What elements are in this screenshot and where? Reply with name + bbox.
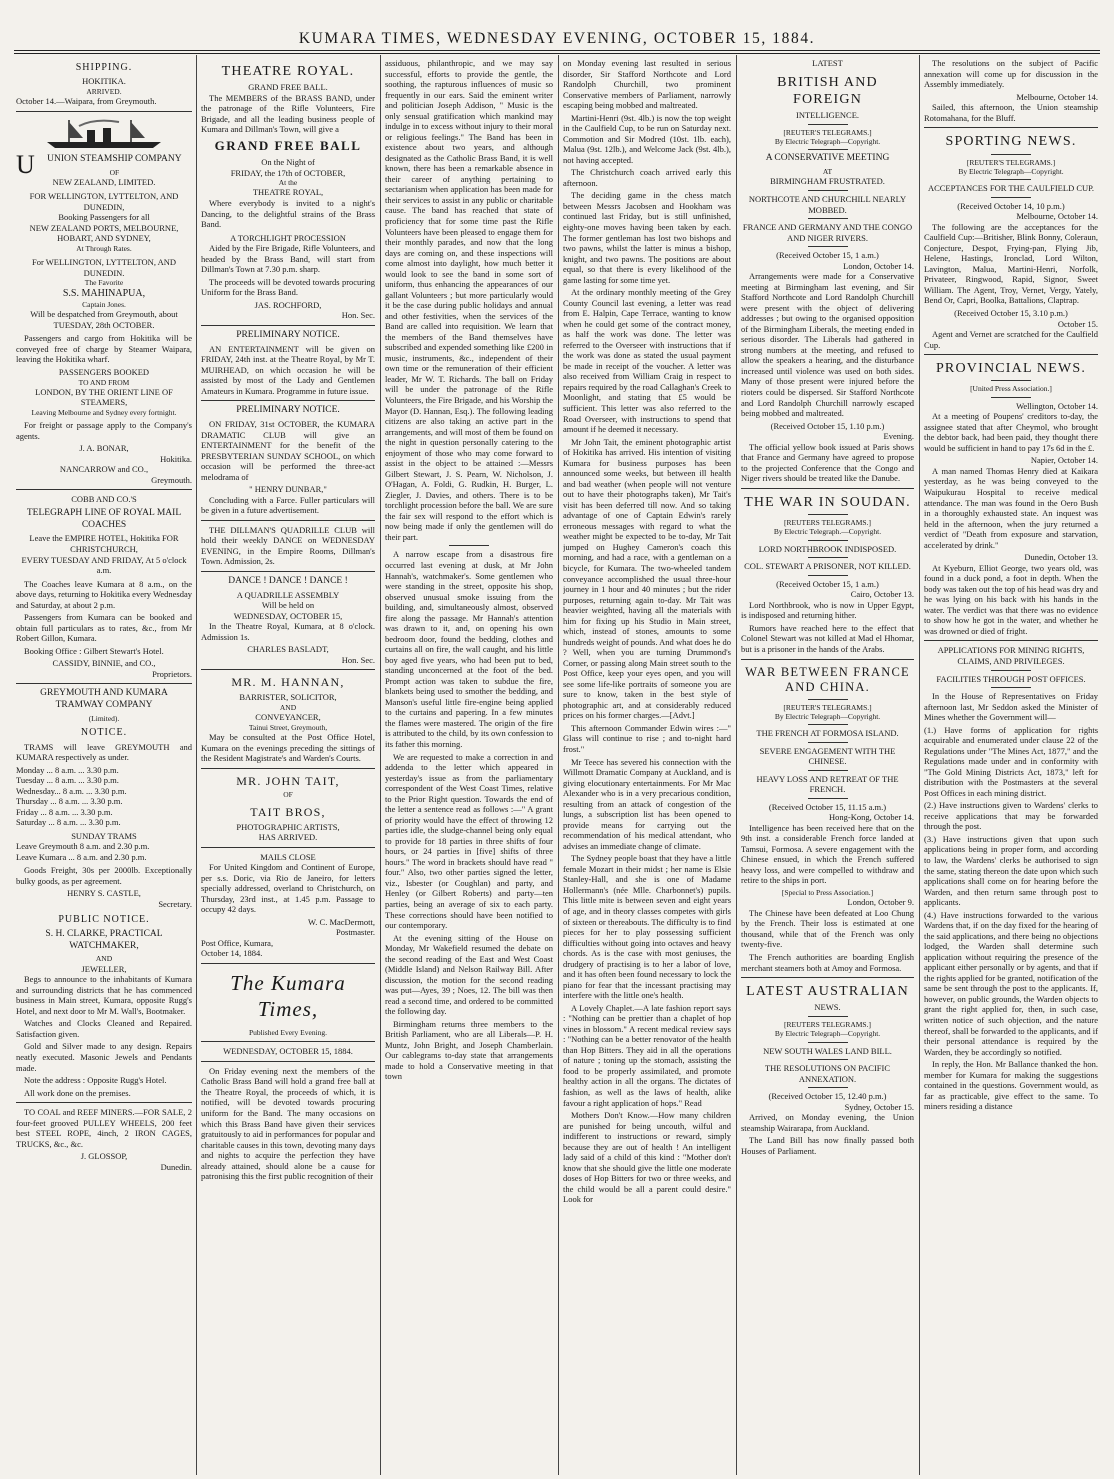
divider: [808, 1016, 848, 1017]
dateline: Dunedin, October 13.: [1024, 552, 1098, 563]
cargo-text: Passengers and cargo from Hokitika will be conveyed free of charge by Steamer Waipara, leaving the Hokitika wharf.: [16, 333, 192, 365]
divider: [201, 400, 375, 401]
dateline: Evening.: [883, 431, 914, 442]
news-paragraph: At the ordinary monthly meeting of the Grey County Council last evening, a letter was read from E. Halpin, Cape Terrace, wanting to know when he could get some of the contract money, as half the work was done. The letter was referred to the Overseer with instructions that if the work was done as stated the usual payment be made in receipt of the voucher. A letter was also received from William Craig in respect to repairs required by the road Callaghan's Creek to Moonlight, and stating that £5 would be sufficient. This letter was also referred to the Road Overseer, with instructions to spend that amount if he deemed it necessary.: [563, 287, 731, 435]
masthead-rule: [14, 50, 1100, 51]
copyright-label: By Electric Telegraph—Copyright.: [774, 711, 881, 721]
divider: [808, 124, 848, 125]
gold-text: Gold and Silver made to any design. Repairs neatly executed. Masonic Jewels and Pendants made.: [16, 1041, 192, 1073]
australian-heading: LATEST AUSTRALIAN: [746, 984, 909, 1000]
cable-text: Intelligence has been received here that on the 9th inst. a considerable French force landed at Tamsui, Formosa. A severe engagement with the Chinese ensued, in which the French suffered heavy loss, and were compelled to withdraw and retire to the ships in port.: [741, 822, 914, 886]
cable-text: The Land Bill has now finally passed both Houses of Parliament.: [741, 1135, 914, 1156]
jeweller-heading: JEWELLER,: [81, 963, 127, 974]
cobb-heading: COBB AND CO.'S: [71, 494, 137, 505]
received-line: (Received October 15, 3.10 p.m.): [954, 307, 1068, 318]
consulted-text: May be consulted at the Post Office Hotel, Kumara on the evenings preceding the sittings of the Resident Magistrate's and Warden's Courts.: [201, 731, 375, 764]
to-from: TO AND FROM: [78, 377, 130, 387]
divider: [16, 489, 192, 490]
divider: [991, 670, 1031, 671]
cable-text: Rumors have reached here to the effect that Colonel Stewart was not killed at Mad el Hhomar, but is a prisoner in the hands of the Arabs.: [741, 622, 914, 654]
list-item: (2.) Have instructions given to Wardens' clerks to receive applications that may be forwarded through the post.: [924, 800, 1098, 832]
tramway-heading: GREYMOUTH AND KUMARA TRAMWAY COMPANY: [40, 688, 168, 711]
timetable-row: Monday ... 8 a.m. ... 3.30 p.m.: [16, 764, 119, 775]
news-paragraph: Mothers Don't Know.—How many children are punished for being uncouth, wilful and indifferent to instructions or reward, simply because they are out of health ! An intelligent lady said of a child of this kind : "Mother don't know that she should give the little one moderate doses of Hop Bitters for two or three weeks, and the child would be all a parent could desire." Look for: [563, 1110, 731, 1205]
watches-text: Watches and Clocks Cleaned and Repaired. Satisfaction given.: [16, 1018, 192, 1039]
shipping-heading: SHIPPING.: [75, 62, 133, 73]
divider: [808, 575, 848, 576]
house-report: At the evening sitting of the House on Monday, Mr Wakefield resumed the debate on the second reading of the East and West Coast (Middle Island) and Nelson Railway Bill. After discussion, the motion for the second reading was put—Ayes, 39 ; Noes, 12. The bill was then read a second time, and ordered to be committed the following day.: [385, 932, 553, 1017]
trams-text: TRAMS will leave GREYMOUTH and KUMARA respectively as under.: [16, 741, 192, 763]
masthead-rule-2: [14, 53, 1100, 54]
passengers-booked: PASSENGERS BOOKED: [58, 367, 150, 377]
proprietor-label: Proprietors.: [152, 668, 192, 679]
divider: [808, 1059, 848, 1060]
dateline: London, October 9.: [847, 897, 914, 908]
divider: [808, 540, 848, 541]
timetable-row: Wednesday... 8 a.m. ... 3.30 p.m.: [16, 785, 127, 796]
tramway-limited: (Limited).: [88, 713, 120, 723]
news-paragraph: Mr Teece has severed his connection with the Willmott Dramatic Company at Auckland, and is giving elocutionary entertainments. For Mr Mac Alexander who is in a very precarious condition, resulting from an attack of congestion of the lungs, a subscription list has been opened to provide means for carrying out the recommendation of his medical attendant, who advises an immediate change of climate.: [563, 756, 731, 851]
cable-text: Sailed, this afternoon, the Union steamship Rotomahana, for the Bluff.: [924, 102, 1098, 123]
editorial-continued: assiduous, philanthropic, and we may say successful, efforts to provide the gentle, the soothing, the rapturous influences of music so frequently in our ears. Said the eminent writer and politician Joseph Addison, " Music is the only sensual gratification which mankind may indulge in to excess without injury to their moral or religious feelings." The Band has been in existence about two years, and although designated as the Catholic Brass Band, it is well known, there has been a remarkable absence in their career of anything pertaining to sectarianism when application has been made for their services to assist in any public or charitable cause. The band has reached that state of proficiency that for some time past the Rifle Volunteers have been pleased to engage them for their monthly parades, and now that the long days are coming on, and these inspections will come almost into daylight, how much better it would look to see the band in some sort of uniform, thus enhancing the appearances of our gallant Volunteers ; but more particularly would it be the case during public holidays and annual and other festivities, when the services of the Band are called into requisition. We learn that the members of the Band themselves have subscribed and expended something like £200 in music, instruments, &c., independent of their own time or the remuneration of their efficient leader, Mr W. T. Richards. The ball on Friday will be under the patronage of the Rifle Volunteers, the Fire Brigade, and his Worship the Mayor (D. Hannan, Esq.). The following leading citizens are also taking an active part in the arrangements, and will most of them be found on the night in question personally catering to the enjoyment of those who may come forward to assist in the object to be attained :—Messrs Gilbert Stewart, J. S. Pearn, W. Nicholson, J. O'Hagan, A. Foldi, G. Rudkin, H. Burger, L. Ziegler, J. Davies, and others. There is to be torchlight procession before the ball. We are sure the fair sex will respond to the effort which is now being made if only the gentlemen will do their part.: [385, 58, 553, 542]
column-2: [201, 58, 375, 1473]
dance-heading: DANCE ! DANCE ! DANCE !: [228, 575, 348, 586]
divider: [808, 557, 848, 558]
divider: [924, 354, 1098, 355]
theatre-heading: THEATRE ROYAL.: [221, 64, 355, 79]
preliminary-heading: PRELIMINARY NOTICE.: [236, 329, 340, 340]
post-office-label: Post Office, Kumara,: [201, 937, 274, 948]
british-foreign-heading: BRITISH AND FOREIGN: [777, 74, 878, 107]
headline: LORD NORTHBROOK INDISPOSED.: [758, 543, 897, 554]
headline: ACCEPTANCES FOR THE CAULFIELD CUP.: [927, 183, 1095, 194]
news-paragraph: This afternoon Commander Edwin wires :—" Glass will continue to rise ; and to-night hard frost.": [563, 722, 731, 754]
divider: [741, 659, 914, 660]
sporting-heading: SPORTING NEWS.: [945, 134, 1077, 150]
news-paragraph: The deciding game in the chess match between Messrs Jacobsen and Hookham was continued last Friday, but is still unfinished, eighty-one moves having been taken by each. The former gentleman has lost two bishops and two pawns, whilst the latter is minus a bishop, knight, and two pawns. The positions are about equal, so that there is every likelihood of the game lasting for some time yet.: [563, 190, 731, 285]
agent-name-2: NANCARROW and CO.,: [59, 464, 149, 475]
dateline: Napier, October 14.: [1030, 455, 1098, 466]
divider: [808, 724, 848, 725]
headline: FRANCE AND GERMANY AND THE CONGO AND NIGER RIVERS.: [742, 222, 913, 243]
headline: THE RESOLUTIONS ON PACIFIC ANNEXATION.: [764, 1063, 891, 1084]
divider: [16, 1102, 192, 1103]
dateline: London, October 14.: [843, 260, 914, 271]
postmaster-name: W. C. MacDermott,: [308, 916, 375, 927]
divider: [924, 640, 1098, 641]
union-of: OF: [109, 167, 120, 177]
headline: COL. STEWART A PRISONER, NOT KILLED.: [744, 561, 911, 572]
divider: [991, 154, 1031, 155]
play-title: " HENRY DUNBAR,": [249, 484, 327, 495]
captain-name: Captain Jones.: [82, 300, 126, 310]
mails-text: For United Kingdom and Continent of Europe, per s.s. Doric, via Rio de Janeiro, for letters specially addressed, overland to Christchurch, on Thursday, 23rd inst., at 1.45 p.m. Passage to occupy 42 days.: [201, 862, 375, 915]
dramatic-text: ON FRIDAY, 31st OCTOBER, the KUMARA DRAMATIC CLUB will give an ENTERTAINMENT for the benefit of the PRESBYTERIAN SUNDAY SCHOOL, on which occasion will be performed the three-act melodrama of: [201, 419, 375, 482]
favorite-label: The Favorite: [84, 278, 124, 288]
divider: [449, 545, 489, 546]
secretary-label-2: Hon. Sec.: [341, 654, 375, 665]
arrival-entry: October 14.—Waipara, from Greymouth.: [16, 96, 157, 107]
reuters-label: [REUTER'S TELEGRAMS.]: [783, 702, 872, 712]
divider: [808, 218, 848, 219]
miners-sale-text: TO COAL and REEF MINERS.—FOR SALE, 2 four-feet grooved PULLEY WHEELS, 200 feet best STEEL ROPE, 4inch, 2 IRON CAGES, TRUCKS, &c., &c.: [16, 1107, 192, 1149]
assembly-text: In the Theatre Royal, Kumara, at 8 o'clock. Admission 1s.: [201, 621, 375, 642]
list-item: (4.) Have instructions forwarded to the various Wardens that, if on the day fixed for the hearing of the said applications, and there being no objections lodged, the Warden shall determine such application without requiring the presence of the applicant either personally or by agents, and that if the rights applied for be granted, notification of the same be sent through the post to the applicants. If, however, on public grounds, the Warden objects to grant the right applied for, then, in such case, written notice of such objection, and the nature thereof, shall be forwarded to the applicants, and if their personal attendance is required by the Warden, they be accordingly so notified.: [924, 909, 1098, 1057]
street-label: Tainui Street, Greymouth,: [248, 722, 328, 732]
headline: BIRMINGHAM FRUSTRATED.: [770, 176, 885, 187]
port-heading: HOKITIKA.: [82, 76, 126, 87]
sunday-row: Leave Kumara ... 8 a.m. and 2.30 p.m.: [16, 851, 147, 862]
headline: HEAVY LOSS AND RETREAT OF THE FRENCH.: [756, 773, 899, 795]
assembly-heading: A QUADRILLE ASSEMBLY: [236, 589, 340, 600]
copyright-label: By Electric Telegraph.—Copyright.: [773, 527, 882, 537]
ship-name: S.S. MAHINAPUA,: [62, 287, 146, 299]
watchmaker-text: Begs to announce to the inhabitants of Kumara and surrounding districts that he has commenced business in Main street, Kumara, opposite Rugg's Hotel, and next door to Mr M. Wall's, Bootmaker.: [16, 974, 192, 1016]
dateline: Melbourne, October 14.: [1016, 211, 1098, 222]
divider: [808, 246, 848, 247]
scratched-text: Agent and Vernet are scratched for the Caulfield Cup.: [924, 329, 1098, 350]
hannan-heading: MR. M. HANNAN,: [231, 675, 345, 690]
column-5: [741, 58, 914, 1473]
fire-report: A narrow escape from a disastrous fire occurred last evening at dusk, at Mr John Hannah's, watchmaker's. Some gentlemen who were standing in the street, opposite his shop, observed unusual smoke issuing from the building, and, simultaneously almost, observed fire along the passage. Mr Hannah's attention was drawn to it, and, on opening his own bedroom door, found the bedding, clothes and curtains all on fire, the wall caught, and his little boy aged five years, who had been put to bed, standing unconcerned at the foot of the bed. Prompt action was taken to subdue the fire, blankets being used to smother the bedding, and Manson's useful little fire-engine being applied to the curtains and papering. In a few minutes the flames were mastered. The origin of the fire is attributed to the child, by its own confession to its father this morning.: [385, 549, 553, 749]
proceeds-text: The proceeds will be devoted towards procuring Uniform for the Brass Band.: [201, 276, 375, 298]
united-press-label: [United Press Association.]: [970, 384, 1052, 394]
timetable-row: Saturday ... 8 a.m. ... 3.30 p.m.: [16, 817, 121, 828]
acceptances-text: The following are the acceptances for the Caulfield Cup:—Britisher, Blink Bonny, Coleraun, Conjecture, Despot, Frying-pan, Flying Jib, Helene, Hastings, Ironclad, Lord Wilton, Lavington, Malua, Martini-Henri, Norfolk, Privateer, Ringwood, Rapid, Signor, Sweet William. The Agent, Troy, Vernet, Vergy, Yately, Bend Or, Capri, Boolka, Battalions, Claptrap.: [924, 221, 1098, 306]
booking-kumara-text: Passengers from Kumara can be booked and obtain full particulars as to rates, &c., from Mr Robert Gillon, Kumara.: [16, 612, 192, 644]
intelligence-label: INTELLIGENCE.: [795, 110, 860, 121]
reuters-label: [REUTER'S TELEGRAMS.]: [966, 157, 1056, 167]
news-label: NEWS.: [814, 1002, 841, 1013]
issue-date: WEDNESDAY, OCTOBER 15, 1884.: [223, 1046, 353, 1057]
procession-text: Aided by the Fire Brigade, Rifle Volunteers, and headed by the Brass Band, will start from Dillman's Town at 7.30 p.m. sharp.: [201, 243, 375, 275]
divider: [201, 1061, 375, 1062]
divider: [991, 687, 1031, 688]
divider: [16, 111, 192, 112]
column-divider: [380, 55, 381, 1475]
quadrille-text: THE DILLMAN'S QUADRILLE CLUB will hold their weekly DANCE on WEDNESDAY EVENING, in the Empire Rooms, Dillman's Town. Admission, 2s.: [201, 524, 375, 567]
and-label: AND: [95, 954, 113, 964]
list-item: (3.) Have instructions given that upon such applications being in proper form, and according to law, the Wardens' clerks be authorised to sign the same, stating thereon the date upon which such applications shall come on for hearing before the Warden, and then return same through post to applicants.: [924, 833, 1098, 908]
through-rates: At Through Rates.: [76, 244, 132, 253]
of-label: OF: [283, 790, 293, 800]
divider: [201, 669, 375, 670]
divider: [808, 770, 848, 771]
received-line: (Received October 15, 12.40 p.m.): [768, 1091, 887, 1102]
secretary-name: HENRY S. CASTLE,: [67, 888, 141, 899]
at-label: AT: [822, 167, 833, 177]
despatch-text: Will be despatched from Greymouth, about: [30, 309, 178, 320]
received-line: (Received October 14, 10 p.m.): [957, 200, 1065, 211]
divider: [201, 1041, 375, 1042]
news-paragraph: A man named Thomas Henry died at Kaikara yesterday, as he was being conveyed to the Waipukurau Hospital to receive medical attendance. The man was found in the Oero Bush in a thoroughly exhausted state. An inquest was held in the afternoon, when the jury returned a verdict of "Death from exposure and starvation, accelerated by drink.": [924, 465, 1098, 550]
conveyancer-label: CONVEYANCER,: [255, 712, 321, 723]
secretary-name-2: CHARLES BASLADT,: [247, 644, 329, 655]
headline: APPLICATIONS FOR MINING RIGHTS, CLAIMS, AND PRIVILEGES.: [937, 645, 1085, 666]
birmingham-text: Birmingham returns three members to the British Parliament, who are all Liberals—P. H. Muntz, John Bright, and Joseph Chamberlain. Our cablegrams to-day state that arrangements made to hold a Conservative meeting in that town: [385, 1018, 553, 1082]
news-paragraph: The Christchurch coach arrived early this afternoon.: [563, 167, 731, 188]
steamship-icon: [39, 116, 169, 150]
reuters-label: [REUTERS TELEGRAMS.]: [784, 1019, 871, 1029]
column-divider: [736, 55, 737, 1475]
divider: [808, 149, 848, 150]
sunday-row: Leave Greymouth 8 a.m. and 2.30 p.m.: [16, 841, 150, 852]
divider: [991, 380, 1031, 381]
divider: [201, 520, 375, 521]
divider: [808, 742, 848, 743]
divider: [201, 571, 375, 572]
union-nz: NEW ZEALAND, LIMITED.: [52, 176, 156, 187]
news-paragraph: Mr John Tait, the eminent photographic artist of Hokitika has arrived. His intention of visiting Kumara for business purposes has been announced some weeks, but between ill health and bad weather (when people will not venture out to have their photographs taken), Mr Tait's visit has been deferred till now. And so taking advantage of one of Captain Edwin's rarely erroneous messages with regard to what the weather might be expected to be to-day, Mr Tait jumped on Hughey Cameron's coach this morning, and had a race, with a gentleman on a bicycle, for Kumara. The two-wheeled tandem conveyance accomplished the usual three-hour journey in 1 hour and 40 minutes ; but the rider purposes, returning again to-day. Mr Tait was heavier weighted, having all the materials with him for fixing up his Studio in Main street, which, instead of stones, amounts to some hundreds weight of pounds. And what does he do ? Well, when you are turning Drummond's Corner, or passing along Main street south to the Post Office, keep your eyes open, and you will see some life-like portraits of someone you are sure to know, taken in the best style of photographic art, and at considerably reduced prices on his former charges.—[Advt.]: [563, 436, 731, 721]
proprietor-name: CASSIDY, BINNIE, and CO.,: [52, 658, 156, 669]
post-office-date: October 14, 1884.: [201, 948, 263, 959]
agent-place: Hokitika.: [160, 453, 192, 464]
dateline: Cairo, October 13.: [850, 589, 914, 600]
assembly-date: WEDNESDAY, OCTOBER 15,: [233, 610, 343, 621]
route-1: FOR WELLINGTON, LYTTELTON, AND DUNEDIN,: [29, 191, 179, 212]
column-divider: [558, 55, 559, 1475]
watchmaker-heading: S. H. CLARKE, PRACTICAL WATCHMAKER,: [45, 928, 163, 951]
headline: NORTHCOTE AND CHURCHILL NEARLY MOBBED.: [748, 193, 907, 215]
masthead: KUMARA TIMES, WEDNESDAY EVENING, OCTOBER 15, 1884.: [298, 30, 816, 47]
booking-text: Booking Passengers for all: [58, 212, 150, 223]
telegraph-line: TELEGRAPH LINE OF ROYAL MAIL COACHES: [26, 507, 182, 530]
divider: [741, 488, 914, 489]
cable-text: The official yellow book issued at Paris shows that France and Germany have agreed to propose to the projected Conference that the Congo and Niger rivers should be treated like the Danube.: [741, 441, 914, 484]
news-paragraph: The Sydney people boast that they have a little female Mozart in their midst ; her name is Elsie Stanley-Hall, and she is one of Madame Hollermann's (née Mlle. Charbonnet's) pupils. This little mite is between seven and eight years of age, and in theory classes competes with girls of sixteen or thereabouts. The difficulty is to find pieces for her to play possessing sufficient difficulties without going into octaves and heavy chords. As is the case with most geniuses, the drudgery of practising is to her a labor of love, and it has often been found necessary to lock the piano for fear that the incessant practising may interfere with the little one's health.: [563, 853, 731, 1001]
editorial-text: On Friday evening next the members of the Catholic Brass Band will hold a grand free ball at the Theatre Royal, the proceeds of which, it is notified, will be devoted towards procuring uniform for the Band. The many occasions on which this Brass Band have given their services gratuitously to aid in performances for popular and charitable causes in this town, devoting many days and nights to acquire the perfection they have already attained, should alone be a cause for patronising this the first public recognition of their: [201, 1065, 375, 1182]
ball-date: FRIDAY, the 17th of OCTOBER,: [230, 167, 346, 178]
divider: [808, 699, 848, 700]
grand-free-ball-banner: GRAND FREE BALL: [214, 138, 362, 154]
leave-empire: Leave the EMPIRE HOTEL, Hokitika FOR CHRISTCHURCH,: [29, 533, 179, 554]
coaches-text: The Coaches leave Kumara at 8 a.m., on the above days, returning to Hokitika every Wednesday and Saturday, at about 2 p.m.: [16, 578, 192, 610]
postmaster-label: Postmaster.: [336, 927, 375, 938]
dateline: Hong-Kong, October 14.: [829, 812, 914, 823]
invitation-text: Where everybody is invited to a night's Dancing, to the delightful strains of the Brass Band.: [201, 198, 375, 230]
column-1: [16, 58, 192, 1473]
received-line: (Received October 15, 1.10 p.m.): [770, 420, 885, 431]
timetable-row: Thursday ... 8 a.m. ... 3.30 p.m.: [16, 796, 123, 807]
headline: FACILITIES THROUGH POST OFFICES.: [936, 673, 1086, 684]
route-2: For WELLINGTON, LYTTELTON, AND DUNEDIN.: [31, 257, 177, 278]
reuters-label: [REUTERS TELEGRAMS.]: [784, 518, 871, 528]
members-text: The MEMBERS of the BRASS BAND, under the patronage of the Rifle Volunteers, Fire Brigade, and all the leading business people of Kumara and Dillman's Town, will give a: [201, 92, 375, 135]
column-divider: [196, 55, 197, 1475]
night-label: On the Night of: [261, 157, 315, 168]
copyright-label: By Electric Telegraph—Copyright.: [774, 137, 881, 147]
headline: A CONSERVATIVE MEETING: [765, 153, 890, 164]
timetable-row: Friday ... 8 a.m. ... 3.30 p.m.: [16, 806, 113, 817]
divider: [741, 977, 914, 978]
at-the-label: At the: [278, 178, 298, 188]
provincial-heading: PROVINCIAL NEWS.: [935, 361, 1087, 377]
reuters-label: [REUTER'S TELEGRAMS.]: [783, 127, 872, 137]
newspaper-nameplate: The Kumara Times,: [230, 970, 346, 1022]
dateline: October 15.: [1057, 318, 1098, 329]
divider: [808, 190, 848, 191]
special-label: [Special to Press Association.]: [781, 888, 874, 898]
dateline: Melbourne, October 14.: [1016, 91, 1098, 102]
freight-text: For freight or passage apply to the Company's agents.: [16, 420, 192, 441]
notice-heading: NOTICE.: [80, 727, 128, 739]
seller-name: J. GLOSSOP,: [80, 1151, 128, 1162]
column-4: [563, 58, 731, 1473]
has-arrived-label: HAS ARRIVED.: [258, 832, 318, 843]
timetable-row: Tuesday ... 8 a.m. ... 3.30 p.m.: [16, 775, 119, 786]
barrister-label: BARRISTER, SOLICITOR,: [239, 692, 337, 703]
headline: SEVERE ENGAGEMENT WITH THE CHINESE.: [759, 745, 896, 767]
cable-text: The Chinese have been defeated at Loo Chung by the French. Their loss is estimated at one thousand, while that of the French was only twenty-five.: [741, 907, 914, 950]
tait-bros: TAIT BROS,: [250, 804, 326, 819]
column-divider: [919, 55, 920, 1475]
seller-place: Dunedin.: [160, 1161, 192, 1172]
ball-subheading: GRAND FREE BALL.: [248, 82, 328, 93]
sunday-heading: SUNDAY TRAMS: [71, 830, 137, 841]
photographic-label: PHOTOGRAPHIC ARTISTS,: [236, 821, 340, 832]
preliminary-heading-2: PRELIMINARY NOTICE.: [236, 405, 340, 416]
divider: [991, 397, 1031, 398]
cable-text: Arrangements were made for a Conservative meeting at Birmingham last evening, and Sir Stafford Northcote and Lord Randolph Churchill were present with the object of delivering addresses ; but owing to the organised opposition of the Birmingham Liberals, the meeting ended in serious disorder. The Liberals had gathered in strong numbers at the meeting, and refused to allow the speakers a hearing, and the disturbance increased until violence was used on both sides. Many of those present were injured before the rioters could be dispersed. Sir Stafford Northcote and Lord Randolph Churchill narrowly escaped being mobbed and maltreated.: [741, 271, 914, 419]
news-paragraph: Martini-Henri (9st. 4lb.) is now the top weight in the Caulfield Cup, to be run on Saturday next. Commotion and Sir Modred (10st. 1lb. each), Malua (9st. 12lb.), and Welcome Jack (9st. 4lb.), not having accepted.: [563, 112, 731, 165]
divider: [924, 127, 1098, 128]
received-line: (Received October 15, 1 a.m.): [776, 250, 879, 261]
headline: THE FRENCH AT FORMOSA ISLAND.: [756, 728, 899, 739]
secretary-label: Hon. Sec.: [341, 310, 375, 321]
entertainment-text: AN ENTERTAINMENT will be given on FRIDAY, 24th inst. at the Theatre Royal, by Mr T. MUIRHEAD, on which occasion he will be assisted by most of the Lady and Gentlemen Amateurs in Kumara. Programme in future issue.: [201, 343, 375, 396]
headline: NEW SOUTH WALES LAND BILL.: [763, 1045, 892, 1056]
divider: [808, 1087, 848, 1088]
timetable: [16, 765, 192, 828]
agent-place-2: Greymouth.: [151, 474, 192, 485]
arrived-label: ARRIVED.: [86, 86, 122, 96]
and-label: AND: [279, 702, 297, 712]
divider: [808, 1042, 848, 1043]
cable-text: The French authorities are boarding English merchant steamers both at Amoy and Formosa.: [741, 951, 914, 973]
divider: [201, 768, 375, 769]
received-line: (Received October 15, 11.15 a.m.): [768, 801, 887, 812]
news-paragraph: A Lovely Chaplet.—A late fashion report says : "Nothing can be prettier than a chaplet of hop vines in blossom." A recent medical review says : "Nothing can be a better renovator of the health than Hop Bitters. They aid in all the operations of nature ; toning up the stomach, assisting the food to be properly assimilated, and promote healthy action in all the organs. The dictates of fashion, as well as the laws of health, alike favour a right application of hops." Read: [563, 1002, 731, 1108]
copyright-label: By Electric Telegraph—Copyright.: [774, 1029, 881, 1039]
held-on-label: Will be held on: [261, 600, 315, 611]
dateline: Wellington, October 14.: [1016, 400, 1098, 411]
venue: THEATRE ROYAL,: [252, 187, 324, 198]
sailing-date: TUESDAY, 28th OCTOBER.: [53, 319, 155, 330]
news-paragraph: At a meeting of Poupens' creditors to-day, the assignee stated that after Cheymol, who brought the debtor back, had been paid, they thought there would be sufficient in hand to pay 17s 6d in the £.: [924, 411, 1098, 453]
news-paragraph: At Kyeburn, Elliot George, two years old, was found in a duck pond, a foot in depth. When the body was taken out the top of his head was dry and he was lying on his back with his hands in the water. The verdict was that there was no evidence to show how he got in the water, and whether he was drowned or died of fright.: [924, 562, 1098, 636]
agent-name: J. A. BONAR,: [79, 443, 129, 454]
nz-ports: NEW ZEALAND PORTS, MELBOURNE, HOBART, AND SYDNEY,: [29, 222, 179, 244]
secretary-label: Secretary.: [158, 899, 192, 909]
divider: [16, 683, 192, 684]
booking-office-text: Booking Office : Gilbert Stewart's Hotel.: [24, 645, 164, 656]
farce-text: Concluding with a Farce. Fuller particulars will be given in a future advertisement.: [201, 494, 375, 516]
tait-heading: MR. JOHN TAIT,: [236, 773, 340, 788]
latest-label: LATEST: [812, 58, 843, 68]
cable-text: Lord Northbrook, who is now in Upper Egypt, is indisposed and returning hither.: [741, 599, 914, 621]
divider: [808, 514, 848, 515]
mails-heading: MAILS CLOSE: [260, 851, 316, 862]
france-china-heading: WAR BETWEEN FRANCE AND CHINA.: [745, 664, 910, 695]
column-6: [924, 58, 1098, 1473]
divider: [991, 179, 1031, 180]
divider: [808, 798, 848, 799]
dateline: Sydney, October 15.: [844, 1101, 914, 1112]
cable-text: The resolutions on the subject of Pacific annexation will come up for discussion in the Assembly immediately.: [924, 58, 1098, 90]
secretary-name: JAS. ROCHFORD,: [254, 299, 322, 310]
schedule-line: EVERY TUESDAY AND FRIDAY, At 5 o'clock a.m.: [21, 554, 187, 576]
divider: [201, 325, 375, 326]
soudan-heading: THE WAR IN SOUDAN.: [744, 494, 911, 510]
public-notice-heading: PUBLIC NOTICE.: [58, 913, 150, 925]
published-label: Published Every Evening.: [248, 1028, 328, 1038]
cable-text: Arrived, on Monday evening, the Union steamship Wairarapa, from Auckland.: [741, 1112, 914, 1133]
copyright-label: By Electric Telegraph—Copyright.: [958, 166, 1064, 176]
premises-text: All work done on the premises.: [24, 1087, 131, 1098]
goods-text: Goods Freight, 30s per 2000lb. Exceptionally bulky goods, as per agreement.: [16, 865, 192, 886]
divider: [201, 963, 375, 964]
address-text: Note the address : Opposite Rugg's Hotel.: [24, 1075, 167, 1086]
drop-cap: U: [16, 149, 35, 179]
torchlight-heading: A TORCHLIGHT PROCESSION: [230, 232, 346, 243]
house-text: In the House of Representatives on Friday afternoon last, Mr Seddon asked the Minister of Mines whether the Government will—: [924, 691, 1098, 723]
london-line: LONDON, BY THE ORIENT LINE OF STEAMERS,: [35, 386, 173, 408]
column-3: [385, 58, 553, 1473]
news-paragraph: on Monday evening last resulted in serious disorder, Sir Stafford Northcote and Lord Randolph Churchill, two prominent Conservative members of Parliament, narrowly escaping being mobbed and maltreated.: [563, 58, 731, 111]
list-item: (1.) Have forms of application for rights acquirable and enumerated under clause 22 of the Regulations under "The Mines Act, 1877," and the Regulations made under and in conformity with "The Gold Mining Districts Act, 1873," left for distribution with the Postmasters at the several Post Offices in each mining district.: [924, 724, 1098, 798]
received-line: (Received October 15, 1 a.m.): [776, 578, 879, 589]
divider: [201, 847, 375, 848]
fortnight-text: Leaving Melbourne and Sydney every fortnight.: [31, 407, 177, 417]
union-heading: U UNION STEAMSHIP COMPANY: [16, 149, 182, 179]
correction-text: We are requested to make a correction in and addenda to the letter which appeared in yesterday's issue as from the parliamentary correspondent of the West Coast Times, relative to the Prior Right question. Towards the end of the letter a sentence read as follows :—" A grant of priority would have the effect of throwing 12 parties idle, the sludge-channel being only equal to provide for 18 parties in three shifts of four hours, or 24 parties in [five] shifts of three hours." The word in brackets should have read " four." Also, two other parties signed the letter, viz., Isbester (or Coughlan) and party, and Henley (or Gilbert Roberts) and party—ten parties, being an average of six to each party. These corrections should have been notified to our contemporary.: [385, 751, 553, 931]
reply-text: In reply, the Hon. Mr Ballance thanked the hon. member for Kumara for making the suggestions contained in the questions. Government would, as far as practicable, give effect to the same. To miners residing a distance: [924, 1059, 1098, 1112]
divider: [991, 197, 1031, 198]
